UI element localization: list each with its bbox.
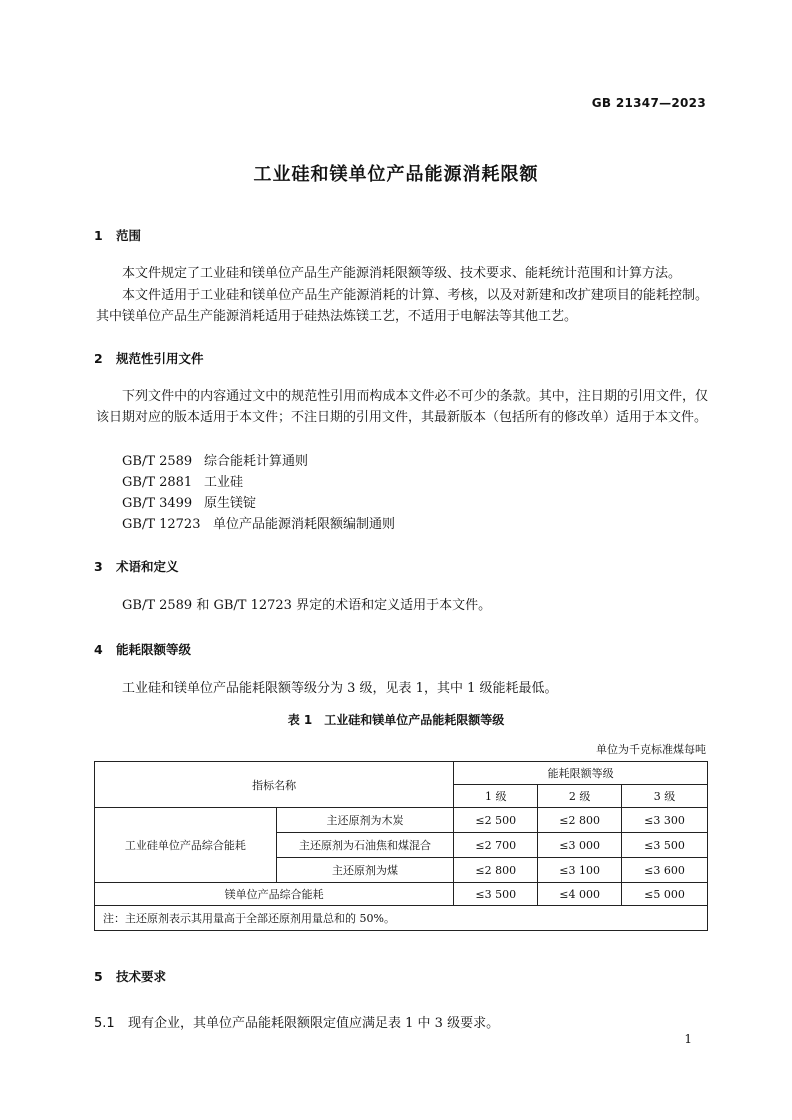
reference-name: 原生镁锭 [204, 496, 257, 511]
table-cell: ≤2 700 [454, 833, 538, 858]
section-5-heading [94, 967, 166, 985]
subclause-text: 现有企业，其单位产品能耗限额限定值应满足表 1 中 3 级要求。 [128, 1016, 500, 1031]
table-cell: ≤3 100 [538, 858, 622, 883]
silicon-indicator-label: 工业硅单位产品综合能耗 [95, 808, 277, 883]
table-cell: ≤2 800 [538, 808, 622, 833]
reductant-label: 主还原剂为木炭 [276, 808, 454, 833]
section-number: 4 [94, 642, 103, 657]
reductant-label: 主还原剂为煤 [276, 858, 454, 883]
table-cell: ≤3 600 [622, 858, 708, 883]
reference-code: GB/T 3499 [122, 496, 193, 511]
section-number: 3 [94, 559, 103, 574]
table-header-grade-group: 能耗限额等级 [454, 762, 708, 785]
section-title: 规范性引用文件 [116, 351, 204, 366]
table-caption: 表 1 工业硅和镁单位产品能耗限额等级 [287, 713, 505, 727]
section-title: 范围 [116, 228, 142, 243]
reference-item [122, 451, 308, 472]
table-note-row [95, 906, 708, 931]
reference-item [122, 514, 395, 535]
table-row [95, 808, 708, 833]
subclause-number: 5.1 [94, 1016, 115, 1031]
section-1-heading [94, 226, 141, 244]
section-title: 术语和定义 [116, 559, 179, 574]
table-header-grade: 3 级 [622, 785, 708, 808]
table-header-indicator: 指标名称 [95, 762, 454, 808]
reference-item [122, 472, 243, 493]
document-title: 工业硅和镁单位产品能源消耗限额 [253, 164, 539, 185]
section-1-paragraph-2: 本文件适用于工业硅和镁单位产品生产能源消耗的计算、考核，以及对新建和改扩建项目的能耗控制。其中镁单位产品生产能源消耗适用于硅热法炼镁工艺，不适用于电解法等其他工艺。 [96, 288, 708, 324]
section-4-paragraph-1: 工业硅和镁单位产品能耗限额等级分为 3 级，见表 1，其中 1 级能耗最低。 [122, 681, 558, 696]
table-note: 注：主还原剂表示其用量高于全部还原剂用量总和的 50%。 [95, 906, 708, 931]
table-cell: ≤3 000 [538, 833, 622, 858]
section-number: 5 [94, 969, 103, 984]
standard-code: GB 21347—2023 [591, 96, 706, 110]
section-number: 1 [94, 228, 103, 243]
reductant-label: 主还原剂为石油焦和煤混合 [276, 833, 454, 858]
section-title: 技术要求 [116, 969, 167, 984]
section-2-heading [94, 349, 204, 367]
table-header-grade: 1 级 [454, 785, 538, 808]
table-cell: ≤4 000 [538, 883, 622, 906]
table-row [95, 883, 708, 906]
reference-code: GB/T 2881 [122, 475, 193, 490]
energy-limit-table [94, 761, 708, 931]
table-cell: ≤3 500 [622, 833, 708, 858]
table-cell: ≤3 500 [454, 883, 538, 906]
table-cell: ≤2 500 [454, 808, 538, 833]
table-cell: ≤5 000 [622, 883, 708, 906]
reference-code: GB/T 12723 [122, 517, 201, 532]
page-number: 1 [684, 1032, 692, 1046]
reference-item [122, 493, 256, 514]
section-3-heading [94, 557, 179, 575]
subclause-5-1 [94, 1012, 499, 1031]
reference-name: 综合能耗计算通则 [204, 454, 309, 469]
reference-name: 单位产品能源消耗限额编制通则 [213, 517, 396, 532]
table-unit: 单位为千克标准煤每吨 [596, 743, 706, 756]
table-cell: ≤3 300 [622, 808, 708, 833]
reference-name: 工业硅 [204, 475, 244, 490]
section-number: 2 [94, 351, 103, 366]
table-header-grade: 2 级 [538, 785, 622, 808]
section-title: 能耗限额等级 [116, 642, 192, 657]
section-1-paragraph-1: 本文件规定了工业硅和镁单位产品生产能源消耗限额等级、技术要求、能耗统计范围和计算方法。 [122, 266, 682, 281]
magnesium-indicator-label: 镁单位产品综合能耗 [95, 883, 454, 906]
section-3-paragraph-1: GB/T 2589 和 GB/T 12723 界定的术语和定义适用于本文件。 [122, 598, 492, 613]
reference-code: GB/T 2589 [122, 454, 193, 469]
table-cell: ≤2 800 [454, 858, 538, 883]
section-2-paragraph-1: 下列文件中的内容通过文中的规范性引用而构成本文件必不可少的条款。其中，注日期的引用文件，仅该日期对应的版本适用于本文件；不注日期的引用文件，其最新版本（包括所有的修改单）适用于本文件。 [96, 389, 708, 425]
section-4-heading [94, 640, 191, 658]
